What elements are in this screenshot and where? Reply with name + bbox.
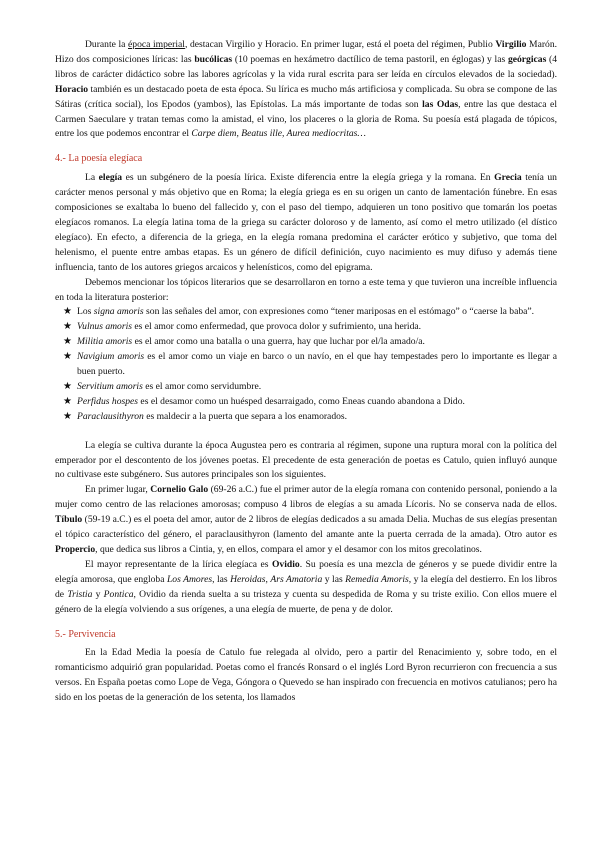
list-item: ★ Los signa amoris son las señales del amor, con expresiones como “tener mariposas en el estómago” o “caerse la baba”. bbox=[63, 305, 557, 320]
list-item: ★ Perfidus hospes es el desamor como un huésped desarraigado, como Eneas cuando abandona a Dido. bbox=[63, 395, 557, 410]
paragraph-elegy-definition: La elegía es un subgénero de la poesía lírica. Existe diferencia entre la elegía griega y la romana. En Grecia tenía un carácter menos personal y más objetivo que en Roma; la elegía griega es en su origen un canto de lamentación fúnebre. En esas composiciones se exaltaba lo bueno del fallecido y, con el paso del tiempo, adquieren un tono positivo que tomarán los poetas elegíacos romanos. La elegía latina toma de la griega su carácter doloroso y de lamento, así como el metro utilizado (el dístico elegíaco). En efecto, a diferencia de la griega, en la elegía romana predomina el carácter erótico y subjetivo, que toma del helenismo, el puente entre ambas etapas. Es un género de difícil definición, cuyo nacimiento es muy difuso y además tiene influencia, tanto de los autores griegos arcaicos y helenísticos, como del epigrama. bbox=[55, 172, 557, 273]
paragraph-augustan-poets: Durante la época imperial, destacan Virgilio y Horacio. En primer lugar, está el poeta del régimen, Publio Virgilio Marón. Hizo dos composiciones líricas: las bucólicas (10 poemas en hexámetro dactílico de tema pastoril, en églogas) y las geórgicas (4 libros de carácter didáctico sobre las labores agrícolas y la vida rural escrita para ser leída en círculos elevados de la sociedad). Horacio también es un destacado poeta de esta época. Su lírica es mucho más artificiosa y complicada. Su obra se compone de las Sátiras (crítica social), los Epodos (yambos), las Epístolas. La más importante de todas son las Odas, entre las que destaca el Carmen Saeculare y tratan temas como la amistad, el vino, los placeres o la gloria de Roma. Su poesía está plagada de tópicos, entre los que podemos encontrar el Carpe diem, Beatus ille, Aurea mediocritas… bbox=[55, 39, 558, 140]
paragraph-survival: En la Edad Media la poesía de Catulo fue relegada al olvido, pero a partir del Renacimiento y, sobre todo, en el romanticismo adquirió gran popularidad. Poetas como el francés Ronsard o el inglés Lord Byron recurrieron con frecuencia a sus versos. En España poetas como Lope de Vega, Góngora o Quevedo se han inspirado con frecuencia en motivos catulianos; pero ha sido en los poetas de la generación de los setenta, los llamados bbox=[55, 647, 557, 704]
star-bullet-icon: ★ bbox=[63, 380, 72, 392]
list-item: ★ Servitium amoris es el amor como servidumbre. bbox=[63, 380, 557, 395]
document-page bbox=[55, 38, 557, 706]
paragraph-topics-intro: Debemos mencionar los tópicos literarios que se desarrollaron en torno a este tema y que tuvieron una increíble influencia en toda la literatura posterior: bbox=[55, 276, 557, 303]
star-bullet-icon: ★ bbox=[63, 306, 72, 318]
topics-list bbox=[55, 305, 557, 424]
paragraph-augustan-elegy: La elegía se cultiva durante la época Augustea pero es contraria al régimen, supone una ruptura moral con la política del emperador por el descontento de los jóvenes poetas. El precedente de esta generación de poetas es Catulo, quien influyó aunque no cultivase este subgénero. Sus autores principales son los siguientes. bbox=[55, 439, 557, 481]
underlined-term: época imperial bbox=[128, 39, 185, 50]
section-heading-elegiac-poetry: 4.- La poesía elegíaca bbox=[55, 153, 143, 165]
star-bullet-icon: ★ bbox=[63, 351, 72, 363]
star-bullet-icon: ★ bbox=[63, 395, 72, 407]
list-item: ★ Paraclausithyron es maldecir a la puerta que separa a los enamorados. bbox=[63, 410, 557, 425]
star-bullet-icon: ★ bbox=[63, 321, 72, 333]
paragraph-elegiac-authors: En primer lugar, Cornelio Galo (69-26 a.C.) fue el primer autor de la elegía romana con contenido personal, poniendo a la mujer como centro de las relaciones amorosas; compuso 4 libros de elegías a su amada Lícoris. No se conserva nada de ellos. Tíbulo (59-19 a.C.) es el poeta del amor, autor de 2 libros de elegías dedicados a su amada Delia. Muchas de sus elegías presentan el tópico característico del género, el paraclausithyron (lamento del amante ante la puerta cerrada de la amada). Otro autor es Propercio, que dedica sus libros a Cintia, y, en ellos, compara el amor y el desamor con los mitos grecolatinos. bbox=[55, 484, 557, 555]
spacer bbox=[55, 425, 557, 439]
list-item: ★ Militia amoris es el amor como una batalla o una guerra, hay que luchar por el/la amado/a. bbox=[63, 335, 557, 350]
paragraph-ovid: El mayor representante de la lírica elegíaca es Ovidio. Su poesía es una mezcla de géneros y se puede dividir entre la elegía amorosa, que engloba Los Amores, las Heroidas, Ars Amatoria y las Remedia Amoris, y la elegía del destierro. En los libros de Tristia y Pontica, Ovidio da rienda suelta a su tristeza y cuenta su despedida de Roma y su triste exilio. Con ellos muere el género de la elegía volviendo a sus orígenes, a una elegía de muerte, de pena y de dolor. bbox=[55, 558, 558, 615]
list-item: ★ Vulnus amoris es el amor como enfermedad, que provoca dolor y sufrimiento, una herida. bbox=[63, 320, 557, 335]
star-bullet-icon: ★ bbox=[63, 336, 72, 348]
section-heading-survival: 5.- Pervivencia bbox=[55, 628, 116, 640]
star-bullet-icon: ★ bbox=[63, 410, 72, 422]
list-item: ★ Navigium amoris es el amor como un viaje en barco o un navío, en el que hay tempestades pero lo importante es llegar a buen puerto. bbox=[63, 351, 557, 378]
